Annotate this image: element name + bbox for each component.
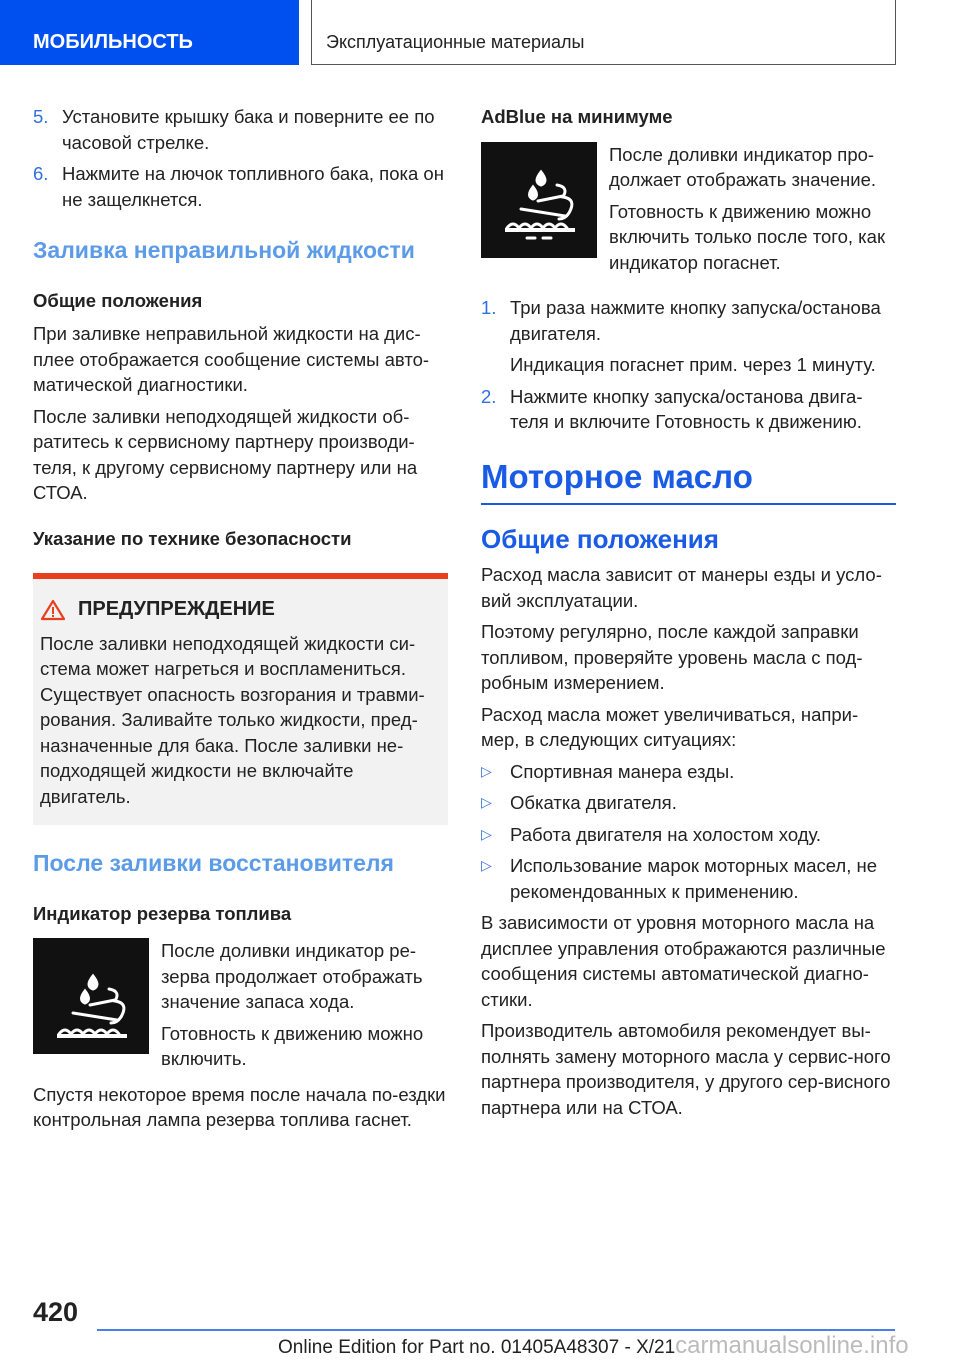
warning-triangle-icon	[40, 599, 66, 621]
section-tab: МОБИЛЬНОСТЬ	[0, 0, 299, 65]
step-text: Установите крышку бака и поверните ее по часовой стрелке.	[62, 106, 435, 153]
edition-text: Online Edition for Part no. 01405A48307 - X/21	[278, 1337, 676, 1358]
bullet-triangle-icon: ▷	[481, 825, 492, 842]
subheading: Индикатор резерва топлива	[33, 902, 292, 924]
paragraph: В зависимости от уровня моторного масла на дисплее управления отображаются различные сообщения системы автоматической диагно-стики.	[481, 912, 886, 1010]
paragraph: После заливки неподходящей жидкости об-ратитесь к сервисному партнеру производи-теля, к другому сервисному партнеру или на СТОА.	[33, 405, 418, 503]
warning-box	[33, 573, 448, 825]
section-heading: После заливки восстановителя	[33, 850, 394, 876]
bullet-triangle-icon: ▷	[481, 857, 492, 873]
watermark: carmanualsonline.info	[675, 1332, 909, 1359]
paragraph: Расход масла зависит от манеры езды и усло-вий эксплуатации.	[481, 564, 882, 611]
chapter-heading: Моторное масло	[481, 457, 896, 505]
list-item	[481, 853, 896, 904]
right-column	[481, 104, 896, 1126]
subheading: Указание по технике безопасности	[33, 527, 352, 549]
step-text: Нажмите на лючок топливного бака, пока он не защелкнется.	[62, 163, 444, 210]
subheading: AdBlue на минимуме	[481, 106, 673, 127]
paragraph: Поэтому регулярно, после каждой заправки топливом, проверяйте уровень масла с под-робным измерением.	[481, 621, 863, 693]
paragraph: Готовность к движению можно включить только после того, как индикатор погаснет.	[609, 200, 886, 273]
step-note: Индикация погаснет прим. через 1 минуту.	[510, 354, 876, 375]
paragraph: После доливки индикатор ре-зерва продолжает отображать значение запаса хода.	[161, 940, 423, 1012]
subheading: Общие положения	[33, 289, 203, 311]
step-text: Три раза нажмите кнопку запуска/останова двигателя.	[510, 297, 881, 344]
chapter-title: Эксплуатационные материалы	[311, 0, 896, 65]
list-item	[481, 822, 896, 848]
paragraph: При заливке неправильной жидкости на дис-плее отображается сообщение системы авто-матической диагностики.	[33, 323, 430, 395]
bullet-triangle-icon: ▷	[481, 794, 492, 810]
list-text: Работа двигателя на холостом ходу.	[510, 823, 822, 845]
step-text: Нажмите кнопку запуска/останова двига-теля и включите Готовность к движению.	[510, 385, 863, 432]
list-item	[481, 759, 896, 785]
list-text: Спортивная манера езды.	[510, 760, 735, 782]
step-number: 6.	[33, 163, 49, 184]
footer-divider	[97, 1329, 895, 1331]
refill-indicator-icon	[33, 938, 149, 1054]
warning-title: ПРЕДУПРЕЖДЕНИЕ	[78, 598, 275, 620]
footer	[278, 1333, 909, 1361]
adblue-indicator-icon	[481, 142, 597, 258]
section-heading: Общие положения	[481, 523, 719, 554]
paragraph: После доливки индикатор про-должает отображать значение.	[609, 143, 877, 190]
step-number: 1.	[481, 297, 497, 318]
step-number: 2.	[481, 385, 497, 407]
list-item	[481, 790, 896, 816]
paragraph: Готовность к движению можно включить.	[161, 1022, 424, 1069]
step	[33, 161, 448, 212]
warning-text: После заливки неподходящей жидкости си-стема может нагреться и воспламениться. Существует опасность возгорания и травми-рования. Заливайте только жидкости, пред-назначенные для бака. После заливки не-подходящей жидкости не включайте двигатель.	[40, 632, 425, 807]
list-text: Использование марок моторных масел, не рекомендованных к применению.	[510, 855, 878, 902]
step	[33, 104, 448, 155]
paragraph: Расход масла может увеличиваться, напри-мер, в следующих ситуациях:	[481, 703, 859, 750]
step-number: 5.	[33, 106, 49, 127]
step	[481, 384, 896, 435]
page-number: 420	[33, 1297, 79, 1327]
list-text: Обкатка двигателя.	[510, 792, 677, 813]
section-heading: Заливка неправильной жидкости	[33, 237, 415, 263]
left-column	[33, 104, 448, 1139]
paragraph: Спустя некоторое время после начала по-ездки контрольная лампа резерва топлива гаснет.	[33, 1083, 446, 1130]
bullet-triangle-icon: ▷	[481, 762, 492, 779]
paragraph: Производитель автомобиля рекомендует вы-полнять замену моторного масла у сервис-ного партнера производителя, у другого сер-висного партнера или на СТОА.	[481, 1020, 891, 1118]
step	[481, 295, 896, 378]
